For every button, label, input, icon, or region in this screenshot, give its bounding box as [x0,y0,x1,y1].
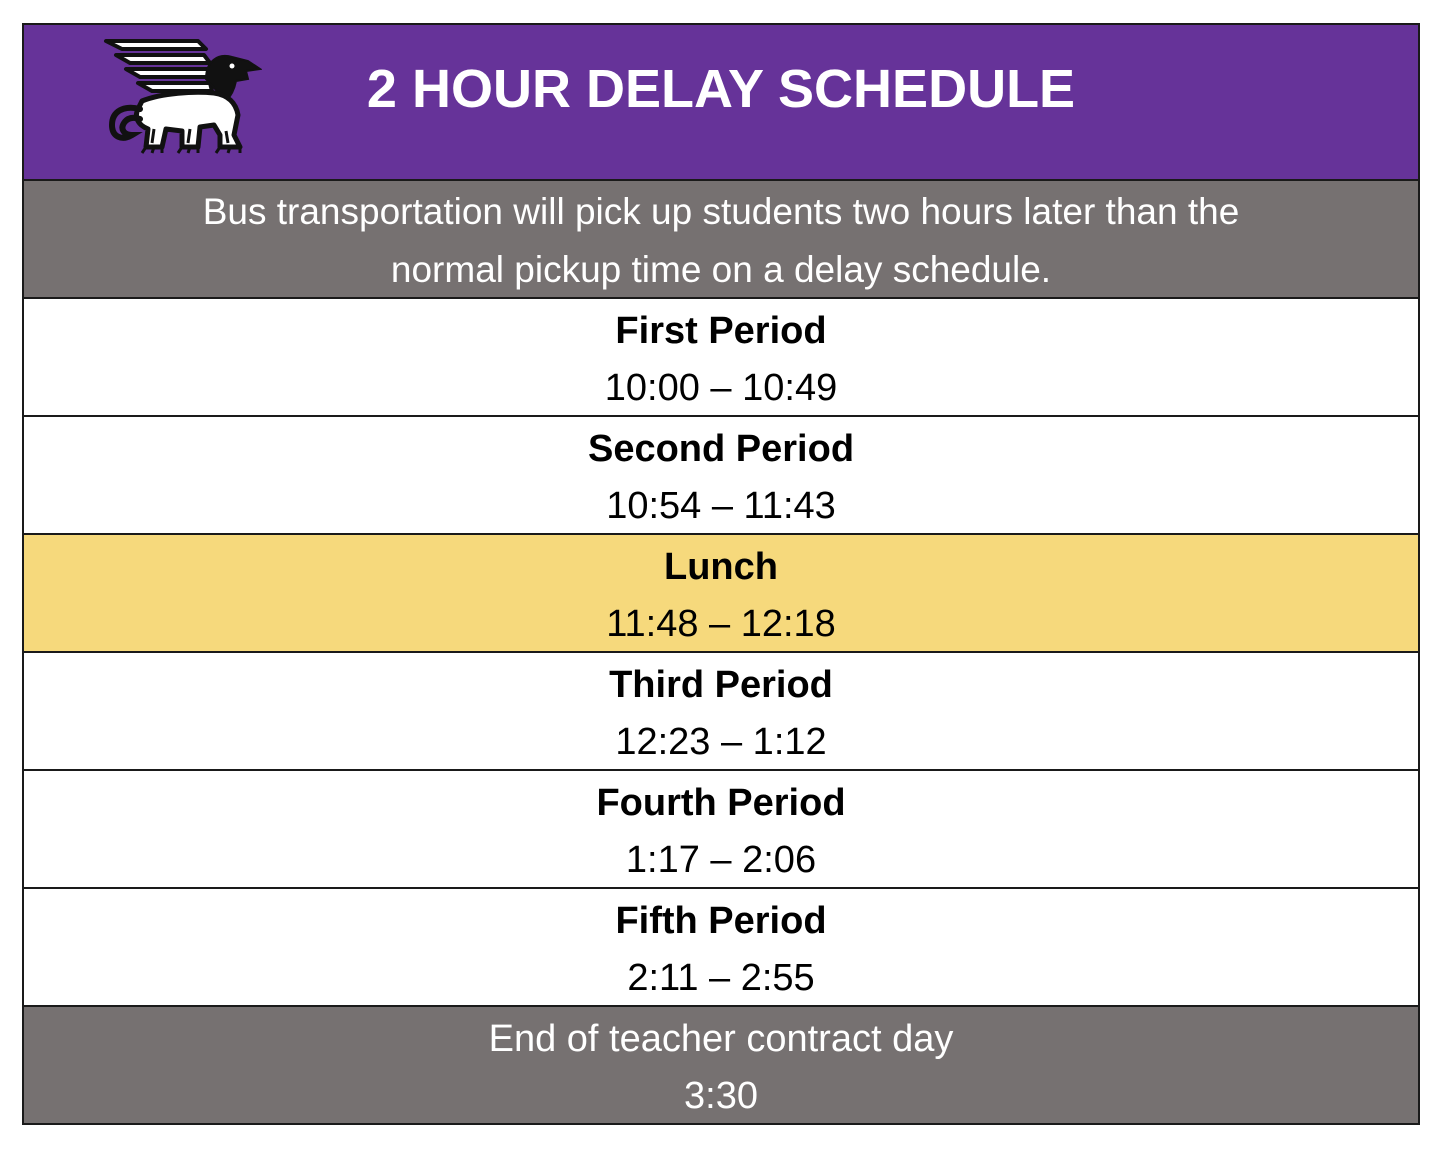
period-name: Second Period [587,428,855,470]
period-time: 10:54 – 11:43 [606,485,836,527]
period-name: Fourth Period [596,782,846,824]
period-row-third [24,653,1418,771]
period-row-second [24,417,1418,535]
period-row-lunch [24,535,1418,653]
schedule-header [24,25,1418,181]
contract-day-time: 3:30 [684,1075,758,1117]
bus-notice [24,181,1418,299]
period-row-fourth [24,771,1418,889]
period-row-fifth [24,889,1418,1007]
bus-notice-line-1: Bus transportation will pick up students two hours later than the [202,191,1240,232]
period-time: 12:23 – 1:12 [615,721,827,763]
contract-day-end [24,1007,1418,1123]
delay-schedule-table [22,23,1420,1125]
period-time: 10:00 – 10:49 [604,367,838,409]
bus-notice-line-2: normal pickup time on a delay schedule. [390,249,1052,290]
period-row-first [24,299,1418,417]
period-name: First Period [615,310,827,352]
period-name: Third Period [609,664,833,706]
period-time: 2:11 – 2:55 [627,957,815,999]
contract-day-label: End of teacher contract day [488,1018,954,1060]
period-name: Fifth Period [615,900,827,942]
period-name: Lunch [664,546,778,588]
period-time: 11:48 – 12:18 [606,603,836,645]
period-time: 1:17 – 2:06 [625,839,817,881]
page-title: 2 HOUR DELAY SCHEDULE [366,59,1076,119]
